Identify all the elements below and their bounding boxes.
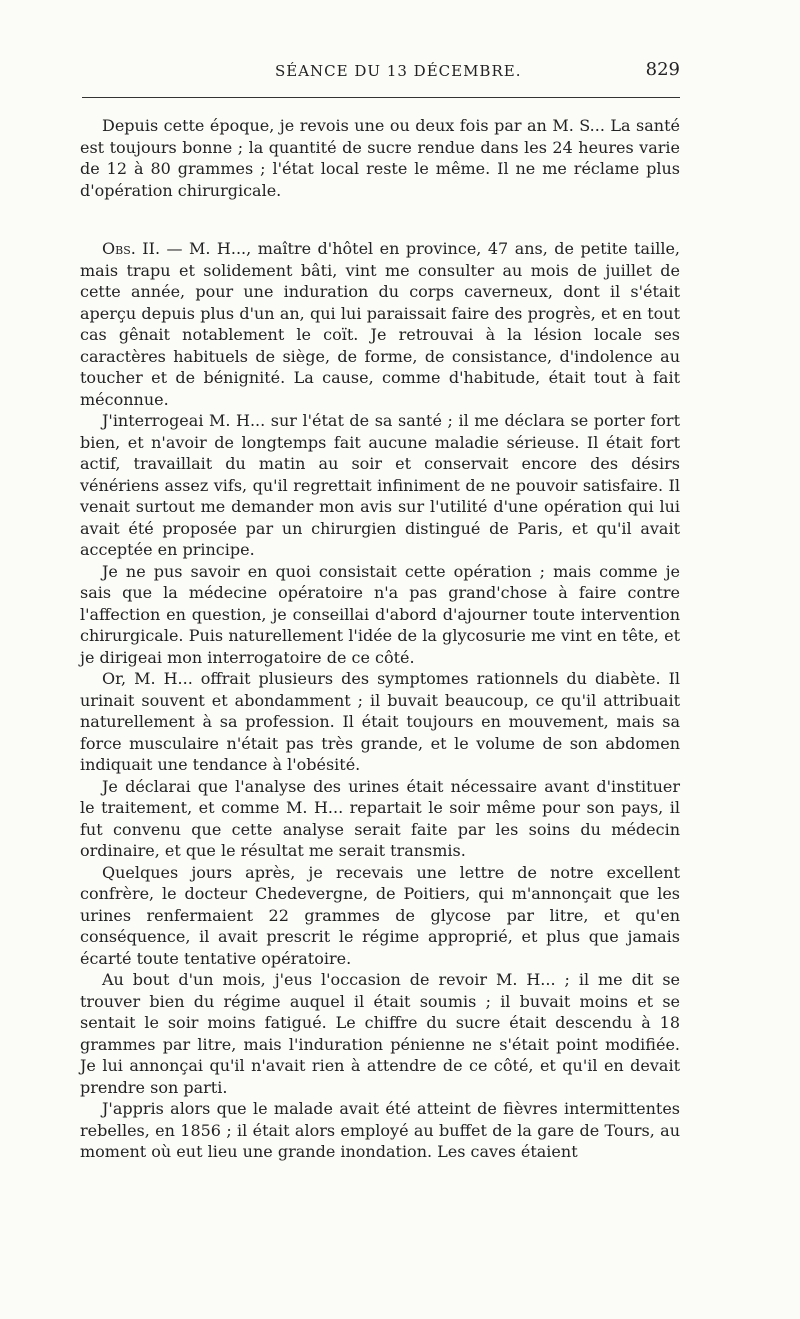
observation-paragraph (80, 238, 680, 410)
paragraph-1-block (80, 115, 680, 201)
paragraph: Or, M. H... offrait plusieurs des symptomes rationnels du diabète. Il urinait souvent et abondamment ; il buvait beaucoup, ce qu'il attribuait naturellement à sa profession. Il était toujours en mouvement, mais sa force musculaire n'était pas très grande, et le volume de son abdomen indiquait une tendance à l'obésité. (80, 669, 680, 774)
body-text (80, 238, 680, 1163)
paragraph: J'interrogeai M. H... sur l'état de sa santé ; il me déclara se porter fort bien, et n'avoir de longtemps fait aucune maladie sérieuse. Il était fort actif, travaillait du matin au soir et conservait encore des désirs vénériens assez vifs, qu'il regrettait infiniment de ne pouvoir satisfaire. Il venait surtout me demander mon avis sur l'utilité d'une opération qui lui avait été proposée par un chirurgien distingué de Paris, et qu'il avait acceptée en principe. (80, 411, 680, 559)
running-title: SÉANCE DU 13 DÉCEMBRE. (275, 62, 522, 80)
observation-text: — M. H..., maître d'hôtel en province, 47 ans, de petite taille, mais trapu et solidement bâti, vint me consulter au mois de juillet de cette année, pour une induration du corps caverneux, dont il s'était aperçu depuis plus d'un an, qui lui paraissait faire des progrès, et en tout cas gênait notablement le coït. Je retrouvai à la lésion locale ses caractères habituels de siège, de forme, de consistance, d'indolence au toucher et de bénignité. La cause, comme d'habitude, était tout à fait méconnue. (80, 239, 680, 409)
running-header (80, 59, 680, 86)
header-rule (82, 97, 680, 98)
paragraph: Je déclarai que l'analyse des urines était nécessaire avant d'instituer le traitement, et comme M. H... repartait le soir même pour son pays, il fut convenu que cette analyse serait faite par les soins du médecin ordinaire, et que le résultat me serait transmis. (80, 776, 680, 860)
paragraph: Depuis cette époque, je revois une ou deux fois par an M. S... La santé est toujours bonne ; la quantité de sucre rendue dans les 24 heures varie de 12 à 80 grammes ; l'état local reste le même. Il ne me réclame plus d'opération chirurgicale. (80, 116, 680, 200)
paragraph: Quelques jours après, je recevais une lettre de notre excellent confrère, le docteur Chedevergne, de Poitiers, qui m'annonçait que les urines renfermaient 22 grammes de glycose par litre, et qu'en conséquence, il avait prescrit le régime approprié, et plus que jamais écarté toute tentative opératoire. (80, 862, 680, 968)
paragraph: J'appris alors que le malade avait été atteint de fièvres intermittentes rebelles, en 1856 ; il était alors employé au buffet de la gare de Tours, au moment où eut lieu une grande inondation. Les caves étaient (80, 1099, 680, 1161)
paragraph: Je ne pus savoir en quoi consistait cette opération ; mais comme je sais que la médecine opératoire n'a pas grand'chose à faire contre l'affection en question, je conseillai d'abord d'ajourner toute intervention chirurgicale. Puis naturellement l'idée de la glycosurie me vint en tête, et je dirigeai mon interrogatoire de ce côté. (80, 561, 680, 667)
paragraph: Au bout d'un mois, j'eus l'occasion de revoir M. H... ; il me dit se trouver bien du régime auquel il était soumis ; il buvait moins et se sentait le soir moins fatigué. Le chiffre du sucre était descendu à 18 grammes par litre, mais l'induration pénienne ne s'était point modifiée. Je lui annonçai qu'il n'avait rien à attendre de ce côté, et qu'il en devait prendre son parti. (80, 970, 680, 1097)
observation-label: Obs. II. (102, 239, 161, 258)
page-number: 829 (645, 59, 680, 80)
